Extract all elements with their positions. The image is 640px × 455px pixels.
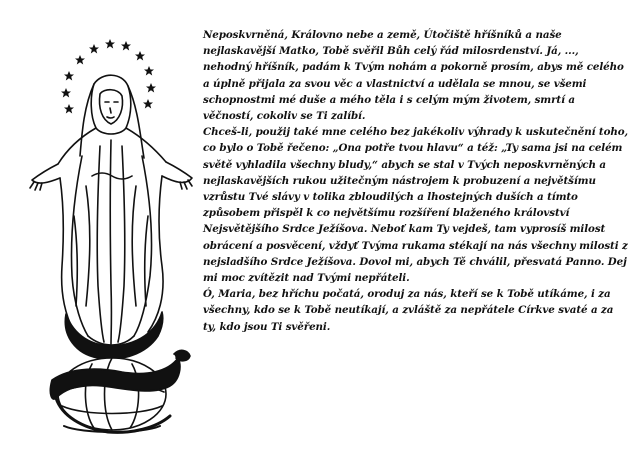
prayer-text bbox=[203, 27, 628, 335]
immaculate-virgin-mary-icon bbox=[22, 36, 200, 436]
prayer-paragraph-1: Neposkvrněná, Královno nebe a země, Útočiště hříšníků a naše nejlaskavější Matko, Tobě svěřil Bůh celý řád milosrdenství. Já, ..., nehodný hříšník, padám k Tvým nohám a pokorně prosím, abys mě celého a úplně přijala za svou věc a vlastnictví a udělala se mnou, se všemi schopnostmi mé duše a mého těla i s celým mým životem, smrtí a věčností, cokoliv se Ti zalíbí. bbox=[203, 29, 624, 123]
prayer-paragraph-3: Ó, Maria, bez hříchu počatá, oroduj za nás, kteří se k Tobě utíkáme, i za všechny, kdo se k Tobě neutíkají, a zvláště za nepřátele Církve svaté a za ty, kdo jsou Ti svěřeni. bbox=[203, 288, 614, 333]
prayer-paragraph-2: Chceš-li, použij také mne celého bez jakékoliv výhrady k uskutečnění toho, co bylo o Tobě řečeno: „Ona potře tvou hlavu“ a též: „Ty sama jsi na celém světě vyhladila všechny bludy,“ abych se stal v Tvých neposkvrněných a nejlaskavějších rukou užitečným nástrojem k probuzení a největšímu vzrůstu Tvé slávy v tolika zbloudilých a lhostejných duších a tímto způsobem přispěl k co největšímu rozšíření blaženého království Nejsvětějšího Srdce Ježíšova. Neboť kam Ty vejdeš, tam vyprosíš milost obrácení a posvěcení, vždyť Tvýma rukama stékají na nás všechny milosti z nejsladšího Srdce Ježíšova. Dovol mi, abych Tě chválil, přesvatá Panno. Dej mi moc zvítězit nad Tvými nepřáteli. bbox=[203, 126, 628, 285]
virgin-mary-illustration bbox=[22, 36, 200, 436]
